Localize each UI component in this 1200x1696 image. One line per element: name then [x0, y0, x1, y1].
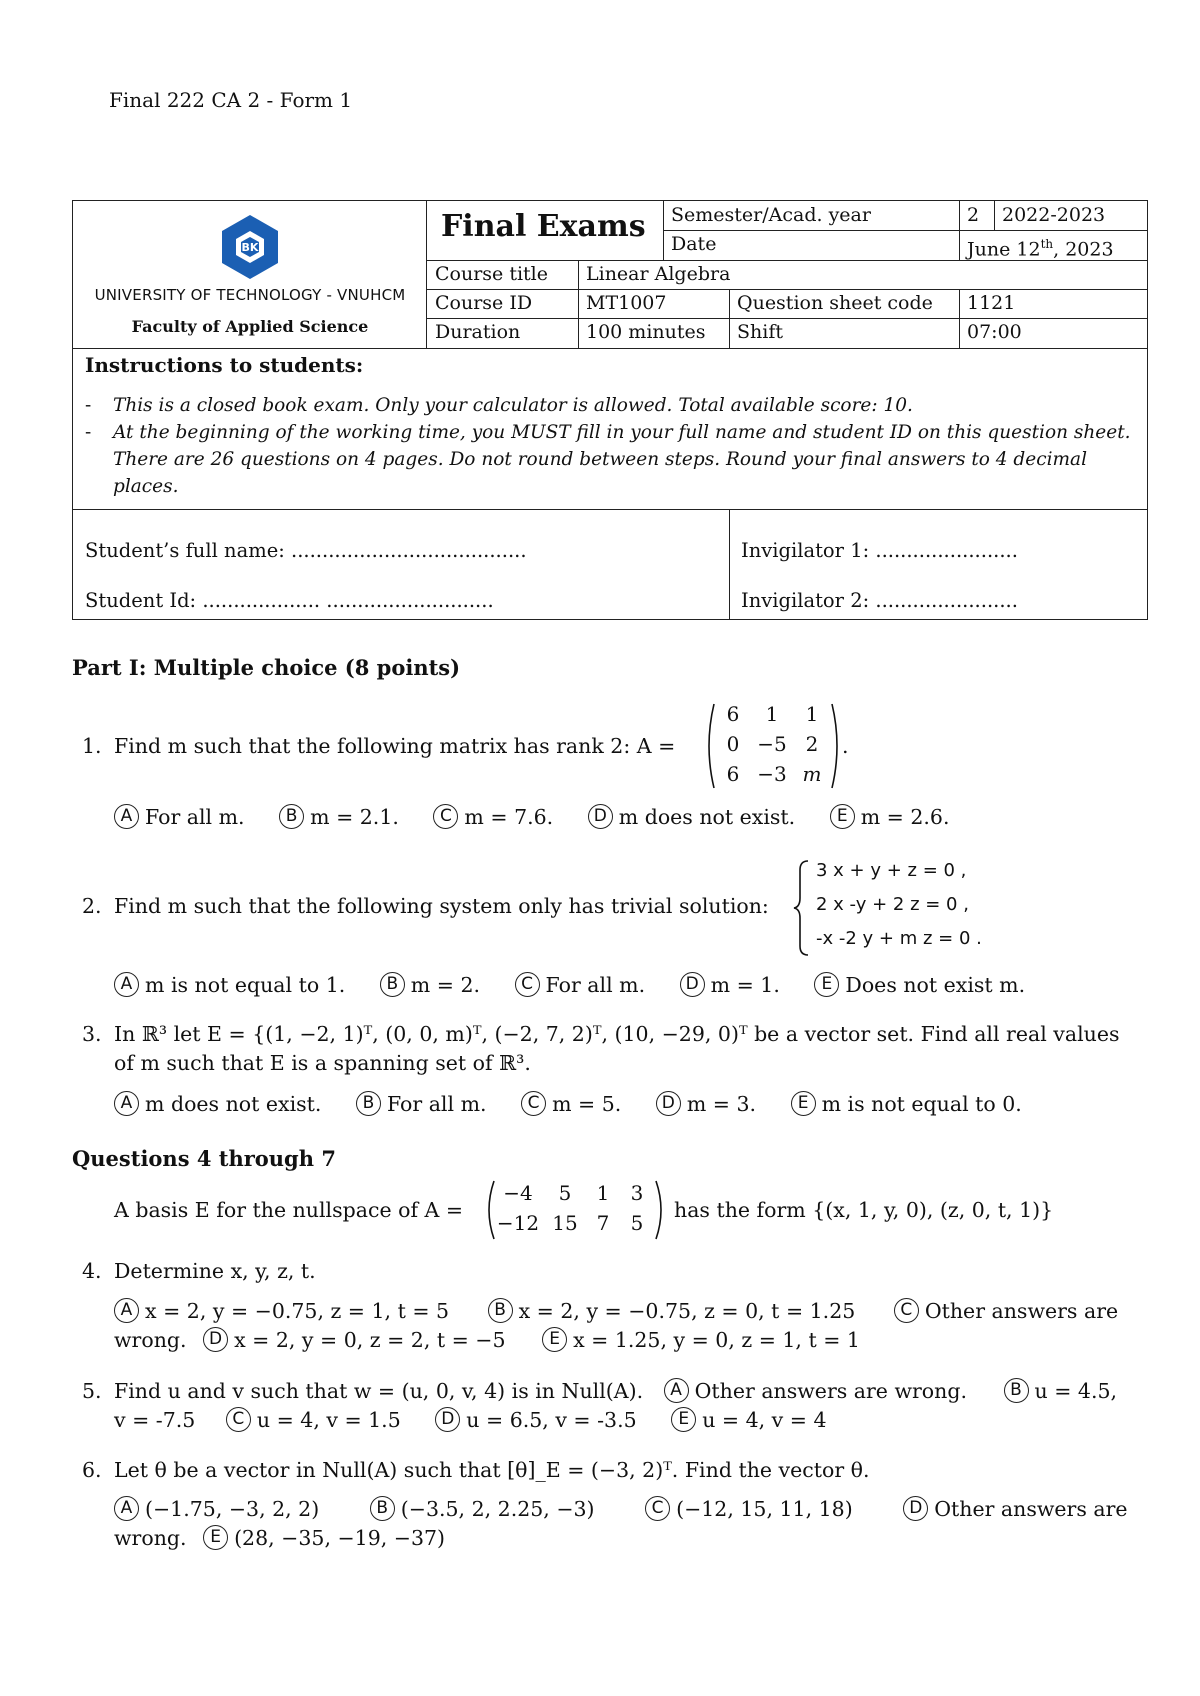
shift-value: 07:00: [967, 321, 1022, 343]
sheet-code-label: Question sheet code: [737, 292, 933, 314]
course-title-label: Course title: [435, 263, 548, 285]
semester-label: Semester/Acad. year: [671, 204, 871, 226]
q1-option-e[interactable]: E m = 2.6.: [830, 805, 950, 831]
q5-option-e[interactable]: E u = 4, v = 4: [671, 1408, 826, 1434]
q2-option-d[interactable]: D m = 1.: [680, 973, 780, 999]
q4to7-intro: A basis E for the nullspace of A =: [114, 1198, 464, 1222]
course-id-label: Course ID: [435, 292, 533, 314]
q4to7-basis-form: has the form {(x, 1, y, 0), (z, 0, t, 1)}: [674, 1198, 1054, 1222]
nullspace-matrix: −4 5 1 3 −12 15 7 5: [484, 1178, 666, 1242]
q3-option-a[interactable]: A m does not exist.: [114, 1092, 321, 1118]
q4-option-a[interactable]: A x = 2, y = −0.75, z = 1, t = 5: [114, 1299, 449, 1325]
instruction-item: - At the beginning of the working time, you MUST fill in your full name and student ID on this question sheet. There are 26 questions on 4 pages. Do not round between steps. Round your final answers to 4 decimal places.: [85, 422, 1131, 497]
q4-option-b[interactable]: B x = 2, y = −0.75, z = 0, t = 1.25: [488, 1299, 856, 1325]
q4-option-d[interactable]: D x = 2, y = 0, z = 2, t = −5: [203, 1328, 505, 1354]
q6-options-line2: wrong. E (28, −35, −19, −37): [114, 1526, 446, 1550]
question-6: 6. Let θ be a vector in Null(A) such that [θ]_E = (−3, 2)ᵀ. Find the vector θ.: [82, 1458, 870, 1482]
question-3: 3. In ℝ³ let E = {(1, −2, 1)ᵀ, (0, 0, m)ᵀ, (−2, 7, 2)ᵀ, (10, −29, 0)ᵀ be a vector set. Find all real values: [82, 1022, 1120, 1046]
q3-option-e[interactable]: E m is not equal to 0.: [791, 1092, 1022, 1118]
instruction-item: - This is a closed book exam. Only your calculator is allowed. Total available score: 10.: [85, 395, 913, 416]
invigilator-1-field[interactable]: Invigilator 1: .......................: [741, 539, 1018, 562]
date-label: Date: [671, 233, 717, 255]
exam-page: Final 222 CA 2 - Form 1 BK UNIVERSITY OF TECHNOLOGY - VNUHCM Faculty of Applied Science Final Exams Semester/Acad. year 2 2022-2023 Date June 12th, 2023 Course title Linear Algebra Course ID MT1007 Question sheet code 1121 Duration 100 minutes Shift 07:00 Instructions to students: - This is a closed book exam. Only your calculator is allowed. Total available score: 10. - At the beginning of the working time, you MUST fill in your full name and student ID on this question sheet. There are 26 questions on 4 pages. Do not round between steps. Round your final answers to 4 decimal places. Student’s full name: ...................................... Student Id: ................... ........................... Invigilator 1: ....................... Invigilator 2: ....................... Part I: Multiple choice (8 points) 1. Find m such that the following matrix has rank 2: A = 6 1 1 0 −5 2 6 −3 m . A For all m. B m = 2.1. C m = 7.6. D m does not exist. E m = 2.6. 2. Find m such that the following system only has trivial solution: 3 x + y + z = 0 , 2 x -y + 2 z = 0 , -x -2 y + m z = 0 . A m is not equal to 1. B m = 2. C For all m. D m = 1. E Does not exist m. 3. In ℝ³ let E = {(1, −2, 1)ᵀ, (0, 0, m)ᵀ, (−2, 7, 2)ᵀ, (10, −29, 0)ᵀ be a vector set. Find all real values of m such that E is a spanning set of ℝ³. A m does not exist. B For all m. C m = 5. D m = 3. E m is not equal to 0. Questions 4 through 7 A basis E for the nullspace of A = −4 5 1 3 −12 15 7 5 has the form {(x, 1, y, 0), (z, 0, t, 1)} 4. Determine x, y, z, t. A x = 2, y = −0.75, z = 1, t = 5 B x = 2, y = −0.75, z = 0, t = 1.25 C Other answers are wrong. D x = 2, y = 0, z = 2, t = −5 E x = 1.25, y = 0, z = 1, t = 1 5. Find u and v such that w = (u, 0, v, 4) is in Null(A). A Other answers are wrong. B u = 4.5, v = -7.5 C u = 4, v = 1.5 D u = 6.5, v = -3.5 E u = 4, v = 4 6. Let θ be a vector in Null(A) such that [θ]_E = (−3, 2)ᵀ. Find the vector θ. A (−1.75, −3, 2, 2) B (−3.5, 2, 2.25, −3) C (−12, 15, 11, 18) D Other answers are wrong. E (28, −35, −19, −37): [0, 0, 1200, 1696]
q1-matrix: 6 1 1 0 −5 2 6 −3 m: [704, 700, 844, 792]
q6-option-c[interactable]: C (−12, 15, 11, 18): [645, 1497, 853, 1523]
instructions-heading: Instructions to students:: [85, 353, 364, 377]
part1-title: Part I: Multiple choice (8 points): [72, 655, 461, 680]
semester-value: 2: [967, 204, 980, 226]
q4-option-e[interactable]: E x = 1.25, y = 0, z = 1, t = 1: [542, 1328, 860, 1354]
exam-title: Final Exams: [441, 209, 646, 244]
q6-option-e[interactable]: E (28, −35, −19, −37): [203, 1526, 445, 1552]
student-id-field[interactable]: Student Id: ................... ...........................: [85, 589, 494, 612]
q5-option-d[interactable]: D u = 6.5, v = -3.5: [435, 1408, 636, 1434]
student-name-field[interactable]: Student’s full name: ......................................: [85, 539, 527, 562]
acad-year-value: 2022-2023: [1002, 204, 1106, 226]
q6-options-line1: [114, 1497, 1128, 1523]
logo-column: [73, 201, 427, 349]
q5-option-c[interactable]: C u = 4, v = 1.5: [226, 1408, 401, 1434]
faculty-name: Faculty of Applied Science: [131, 317, 369, 336]
q6-option-b[interactable]: B (−3.5, 2, 2.25, −3): [370, 1497, 595, 1523]
q4-options-line1: [114, 1299, 1118, 1325]
q2-option-c[interactable]: C For all m.: [515, 973, 646, 999]
q4-options-line2: wrong. D x = 2, y = 0, z = 2, t = −5 E x = 1.25, y = 0, z = 1, t = 1: [114, 1328, 860, 1352]
q1-options: [114, 805, 977, 831]
q2-system: 3 x + y + z = 0 , 2 x -y + 2 z = 0 , -x -2 y + m z = 0 .: [792, 858, 1032, 958]
university-name: UNIVERSITY OF TECHNOLOGY - VNUHCM: [94, 286, 406, 304]
q1-option-d[interactable]: D m does not exist.: [588, 805, 795, 831]
q4-option-c[interactable]: C Other answers are: [894, 1299, 1118, 1325]
q2-option-a[interactable]: A m is not equal to 1.: [114, 973, 345, 999]
q3-option-c[interactable]: C m = 5.: [521, 1092, 621, 1118]
q1-option-b[interactable]: B m = 2.1.: [279, 805, 399, 831]
duration-value: 100 minutes: [586, 321, 706, 343]
q2-option-e[interactable]: E Does not exist m.: [814, 973, 1025, 999]
course-id-value: MT1007: [586, 292, 667, 314]
question-5: 5. Find u and v such that w = (u, 0, v, 4) is in Null(A). A Other answers are wrong. B u = 4.5,: [82, 1379, 1118, 1403]
q1-option-c[interactable]: C m = 7.6.: [433, 805, 553, 831]
q1-option-a[interactable]: A For all m.: [114, 805, 245, 831]
q3-option-d[interactable]: D m = 3.: [656, 1092, 756, 1118]
question-3-cont: of m such that E is a spanning set of ℝ³.: [114, 1051, 531, 1075]
q6-option-a[interactable]: A (−1.75, −3, 2, 2): [114, 1497, 319, 1523]
q3-options: [114, 1092, 1050, 1118]
q3-option-b[interactable]: B For all m.: [356, 1092, 487, 1118]
question-4: 4. Determine x, y, z, t.: [82, 1259, 316, 1283]
course-title-value: Linear Algebra: [586, 263, 731, 285]
q5-option-a[interactable]: A Other answers are wrong.: [664, 1379, 967, 1405]
q6-option-d[interactable]: D Other answers are: [903, 1497, 1127, 1523]
shift-label: Shift: [737, 321, 783, 343]
question-2: 2. Find m such that the following system only has trivial solution:: [82, 894, 769, 918]
q2-option-b[interactable]: B m = 2.: [380, 973, 480, 999]
sheet-code-value: 1121: [967, 292, 1016, 314]
q5-option-b[interactable]: B u = 4.5,: [1004, 1379, 1118, 1405]
q4to7-title: Questions 4 through 7: [72, 1146, 336, 1171]
question-1: 1. Find m such that the following matrix has rank 2: A =: [82, 734, 676, 758]
duration-label: Duration: [435, 321, 521, 343]
svg-text:BK: BK: [241, 241, 259, 254]
exam-header: [72, 200, 1148, 620]
q5-options-line2: v = -7.5 C u = 4, v = 1.5 D u = 6.5, v = -3.5 E u = 4, v = 4: [114, 1408, 827, 1432]
date-value: June 12th, 2023: [967, 237, 1114, 261]
running-head: Final 222 CA 2 - Form 1: [109, 88, 353, 112]
q2-options: [114, 973, 1053, 999]
university-logo-icon: [214, 213, 286, 285]
invigilator-2-field[interactable]: Invigilator 2: .......................: [741, 589, 1018, 612]
